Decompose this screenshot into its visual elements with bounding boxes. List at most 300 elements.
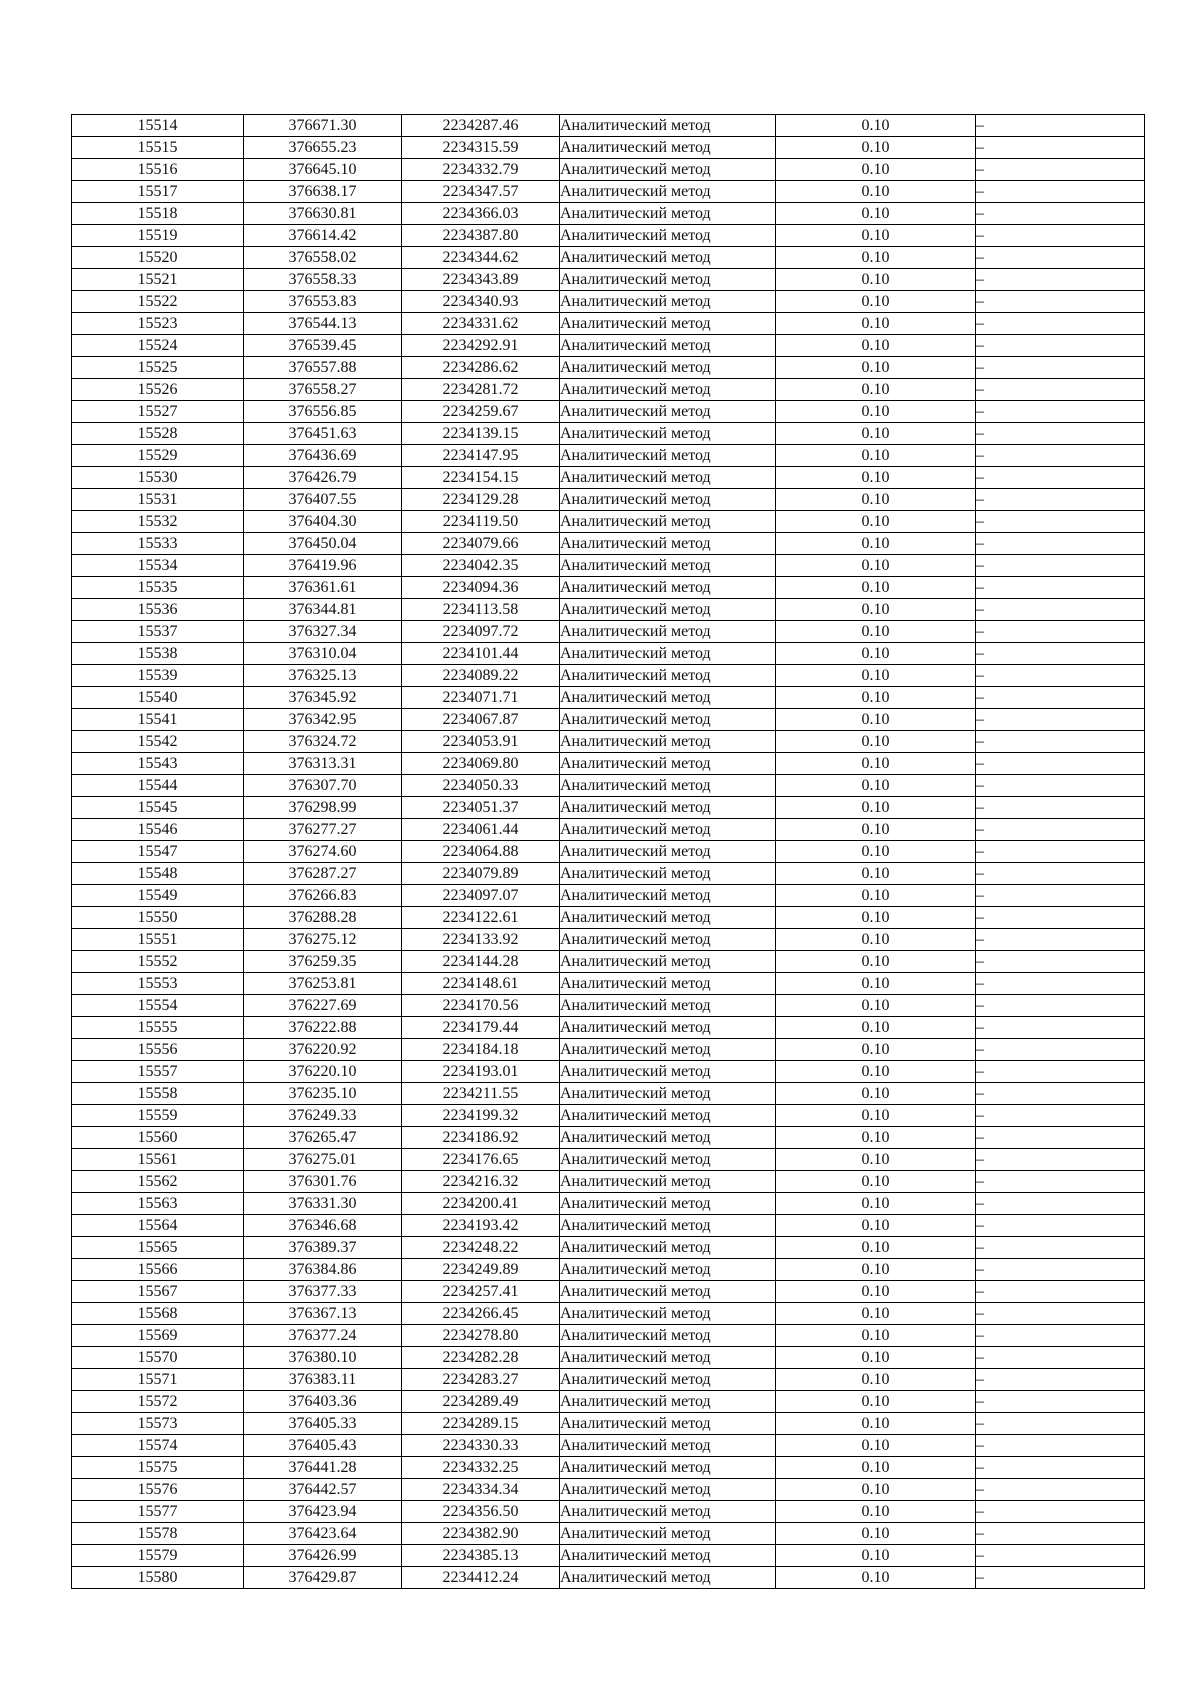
method-cell: Аналитический метод xyxy=(560,357,776,379)
y-coordinate-cell: 2234330.33 xyxy=(402,1435,560,1457)
y-coordinate-cell: 2234053.91 xyxy=(402,731,560,753)
table-row xyxy=(72,181,1145,203)
accuracy-cell: 0.10 xyxy=(776,401,976,423)
point-number-cell: 15556 xyxy=(72,1039,244,1061)
x-coordinate-cell: 376405.33 xyxy=(244,1413,402,1435)
method-cell: Аналитический метод xyxy=(560,1171,776,1193)
table-row xyxy=(72,951,1145,973)
accuracy-cell: 0.10 xyxy=(776,753,976,775)
accuracy-cell: 0.10 xyxy=(776,995,976,1017)
point-number-cell: 15536 xyxy=(72,599,244,621)
accuracy-cell: 0.10 xyxy=(776,665,976,687)
x-coordinate-cell: 376645.10 xyxy=(244,159,402,181)
point-number-cell: 15553 xyxy=(72,973,244,995)
method-cell: Аналитический метод xyxy=(560,1215,776,1237)
x-coordinate-cell: 376313.31 xyxy=(244,753,402,775)
x-coordinate-cell: 376405.43 xyxy=(244,1435,402,1457)
x-coordinate-cell: 376324.72 xyxy=(244,731,402,753)
method-cell: Аналитический метод xyxy=(560,1193,776,1215)
y-coordinate-cell: 2234113.58 xyxy=(402,599,560,621)
y-coordinate-cell: 2234266.45 xyxy=(402,1303,560,1325)
point-number-cell: 15561 xyxy=(72,1149,244,1171)
note-cell: – xyxy=(976,709,1145,731)
note-cell: – xyxy=(976,225,1145,247)
y-coordinate-cell: 2234042.35 xyxy=(402,555,560,577)
x-coordinate-cell: 376441.28 xyxy=(244,1457,402,1479)
y-coordinate-cell: 2234412.24 xyxy=(402,1567,560,1589)
method-cell: Аналитический метод xyxy=(560,115,776,137)
method-cell: Аналитический метод xyxy=(560,533,776,555)
y-coordinate-cell: 2234200.41 xyxy=(402,1193,560,1215)
note-cell: – xyxy=(976,1149,1145,1171)
note-cell: – xyxy=(976,1259,1145,1281)
point-number-cell: 15564 xyxy=(72,1215,244,1237)
x-coordinate-cell: 376451.63 xyxy=(244,423,402,445)
note-cell: – xyxy=(976,1039,1145,1061)
table-row xyxy=(72,445,1145,467)
accuracy-cell: 0.10 xyxy=(776,423,976,445)
note-cell: – xyxy=(976,1479,1145,1501)
x-coordinate-cell: 376558.02 xyxy=(244,247,402,269)
note-cell: – xyxy=(976,1545,1145,1567)
x-coordinate-cell: 376423.94 xyxy=(244,1501,402,1523)
table-row xyxy=(72,335,1145,357)
method-cell: Аналитический метод xyxy=(560,291,776,313)
method-cell: Аналитический метод xyxy=(560,621,776,643)
accuracy-cell: 0.10 xyxy=(776,907,976,929)
method-cell: Аналитический метод xyxy=(560,1061,776,1083)
table-row xyxy=(72,841,1145,863)
method-cell: Аналитический метод xyxy=(560,995,776,1017)
point-number-cell: 15528 xyxy=(72,423,244,445)
point-number-cell: 15517 xyxy=(72,181,244,203)
table-row xyxy=(72,687,1145,709)
y-coordinate-cell: 2234211.55 xyxy=(402,1083,560,1105)
x-coordinate-cell: 376298.99 xyxy=(244,797,402,819)
note-cell: – xyxy=(976,291,1145,313)
y-coordinate-cell: 2234061.44 xyxy=(402,819,560,841)
x-coordinate-cell: 376429.87 xyxy=(244,1567,402,1589)
note-cell: – xyxy=(976,951,1145,973)
x-coordinate-cell: 376331.30 xyxy=(244,1193,402,1215)
x-coordinate-cell: 376274.60 xyxy=(244,841,402,863)
y-coordinate-cell: 2234286.62 xyxy=(402,357,560,379)
point-number-cell: 15558 xyxy=(72,1083,244,1105)
accuracy-cell: 0.10 xyxy=(776,511,976,533)
x-coordinate-cell: 376403.36 xyxy=(244,1391,402,1413)
note-cell: – xyxy=(976,115,1145,137)
method-cell: Аналитический метод xyxy=(560,775,776,797)
method-cell: Аналитический метод xyxy=(560,489,776,511)
method-cell: Аналитический метод xyxy=(560,863,776,885)
x-coordinate-cell: 376249.33 xyxy=(244,1105,402,1127)
accuracy-cell: 0.10 xyxy=(776,885,976,907)
y-coordinate-cell: 2234356.50 xyxy=(402,1501,560,1523)
point-number-cell: 15545 xyxy=(72,797,244,819)
point-number-cell: 15560 xyxy=(72,1127,244,1149)
y-coordinate-cell: 2234144.28 xyxy=(402,951,560,973)
table-row xyxy=(72,225,1145,247)
y-coordinate-cell: 2234067.87 xyxy=(402,709,560,731)
method-cell: Аналитический метод xyxy=(560,1149,776,1171)
method-cell: Аналитический метод xyxy=(560,203,776,225)
note-cell: – xyxy=(976,1369,1145,1391)
x-coordinate-cell: 376265.47 xyxy=(244,1127,402,1149)
x-coordinate-cell: 376671.30 xyxy=(244,115,402,137)
x-coordinate-cell: 376384.86 xyxy=(244,1259,402,1281)
x-coordinate-cell: 376539.45 xyxy=(244,335,402,357)
table-row xyxy=(72,511,1145,533)
accuracy-cell: 0.10 xyxy=(776,1039,976,1061)
y-coordinate-cell: 2234079.66 xyxy=(402,533,560,555)
x-coordinate-cell: 376346.68 xyxy=(244,1215,402,1237)
x-coordinate-cell: 376407.55 xyxy=(244,489,402,511)
method-cell: Аналитический метод xyxy=(560,1237,776,1259)
point-number-cell: 15571 xyxy=(72,1369,244,1391)
point-number-cell: 15520 xyxy=(72,247,244,269)
accuracy-cell: 0.10 xyxy=(776,1171,976,1193)
y-coordinate-cell: 2234170.56 xyxy=(402,995,560,1017)
method-cell: Аналитический метод xyxy=(560,841,776,863)
table-row xyxy=(72,1545,1145,1567)
note-cell: – xyxy=(976,599,1145,621)
accuracy-cell: 0.10 xyxy=(776,1369,976,1391)
accuracy-cell: 0.10 xyxy=(776,1105,976,1127)
accuracy-cell: 0.10 xyxy=(776,291,976,313)
method-cell: Аналитический метод xyxy=(560,819,776,841)
accuracy-cell: 0.10 xyxy=(776,159,976,181)
x-coordinate-cell: 376556.85 xyxy=(244,401,402,423)
point-number-cell: 15530 xyxy=(72,467,244,489)
y-coordinate-cell: 2234283.27 xyxy=(402,1369,560,1391)
y-coordinate-cell: 2234340.93 xyxy=(402,291,560,313)
note-cell: – xyxy=(976,1105,1145,1127)
accuracy-cell: 0.10 xyxy=(776,1567,976,1589)
note-cell: – xyxy=(976,621,1145,643)
note-cell: – xyxy=(976,1413,1145,1435)
note-cell: – xyxy=(976,445,1145,467)
y-coordinate-cell: 2234154.15 xyxy=(402,467,560,489)
y-coordinate-cell: 2234278.80 xyxy=(402,1325,560,1347)
accuracy-cell: 0.10 xyxy=(776,841,976,863)
table-row xyxy=(72,1061,1145,1083)
y-coordinate-cell: 2234071.71 xyxy=(402,687,560,709)
y-coordinate-cell: 2234385.13 xyxy=(402,1545,560,1567)
x-coordinate-cell: 376220.92 xyxy=(244,1039,402,1061)
point-number-cell: 15552 xyxy=(72,951,244,973)
x-coordinate-cell: 376361.61 xyxy=(244,577,402,599)
y-coordinate-cell: 2234193.01 xyxy=(402,1061,560,1083)
y-coordinate-cell: 2234186.92 xyxy=(402,1127,560,1149)
point-number-cell: 15542 xyxy=(72,731,244,753)
method-cell: Аналитический метод xyxy=(560,181,776,203)
x-coordinate-cell: 376307.70 xyxy=(244,775,402,797)
y-coordinate-cell: 2234382.90 xyxy=(402,1523,560,1545)
x-coordinate-cell: 376344.81 xyxy=(244,599,402,621)
accuracy-cell: 0.10 xyxy=(776,247,976,269)
accuracy-cell: 0.10 xyxy=(776,1237,976,1259)
method-cell: Аналитический метод xyxy=(560,1457,776,1479)
accuracy-cell: 0.10 xyxy=(776,225,976,247)
point-number-cell: 15565 xyxy=(72,1237,244,1259)
point-number-cell: 15559 xyxy=(72,1105,244,1127)
x-coordinate-cell: 376638.17 xyxy=(244,181,402,203)
y-coordinate-cell: 2234193.42 xyxy=(402,1215,560,1237)
y-coordinate-cell: 2234347.57 xyxy=(402,181,560,203)
accuracy-cell: 0.10 xyxy=(776,863,976,885)
table-row xyxy=(72,819,1145,841)
x-coordinate-cell: 376389.37 xyxy=(244,1237,402,1259)
accuracy-cell: 0.10 xyxy=(776,1325,976,1347)
accuracy-cell: 0.10 xyxy=(776,1479,976,1501)
y-coordinate-cell: 2234248.22 xyxy=(402,1237,560,1259)
x-coordinate-cell: 376222.88 xyxy=(244,1017,402,1039)
point-number-cell: 15568 xyxy=(72,1303,244,1325)
x-coordinate-cell: 376558.33 xyxy=(244,269,402,291)
x-coordinate-cell: 376655.23 xyxy=(244,137,402,159)
table-row xyxy=(72,1435,1145,1457)
y-coordinate-cell: 2234387.80 xyxy=(402,225,560,247)
note-cell: – xyxy=(976,379,1145,401)
x-coordinate-cell: 376377.33 xyxy=(244,1281,402,1303)
y-coordinate-cell: 2234097.07 xyxy=(402,885,560,907)
method-cell: Аналитический метод xyxy=(560,1127,776,1149)
table-row xyxy=(72,1127,1145,1149)
accuracy-cell: 0.10 xyxy=(776,467,976,489)
note-cell: – xyxy=(976,489,1145,511)
point-number-cell: 15521 xyxy=(72,269,244,291)
table-row xyxy=(72,1105,1145,1127)
accuracy-cell: 0.10 xyxy=(776,379,976,401)
point-number-cell: 15566 xyxy=(72,1259,244,1281)
method-cell: Аналитический метод xyxy=(560,1413,776,1435)
note-cell: – xyxy=(976,159,1145,181)
y-coordinate-cell: 2234332.79 xyxy=(402,159,560,181)
accuracy-cell: 0.10 xyxy=(776,1457,976,1479)
method-cell: Аналитический метод xyxy=(560,1303,776,1325)
y-coordinate-cell: 2234089.22 xyxy=(402,665,560,687)
x-coordinate-cell: 376450.04 xyxy=(244,533,402,555)
note-cell: – xyxy=(976,1193,1145,1215)
table-row xyxy=(72,1281,1145,1303)
point-number-cell: 15574 xyxy=(72,1435,244,1457)
accuracy-cell: 0.10 xyxy=(776,1523,976,1545)
y-coordinate-cell: 2234101.44 xyxy=(402,643,560,665)
point-number-cell: 15576 xyxy=(72,1479,244,1501)
accuracy-cell: 0.10 xyxy=(776,1215,976,1237)
y-coordinate-cell: 2234176.65 xyxy=(402,1149,560,1171)
note-cell: – xyxy=(976,995,1145,1017)
note-cell: – xyxy=(976,819,1145,841)
table-row xyxy=(72,1215,1145,1237)
x-coordinate-cell: 376275.01 xyxy=(244,1149,402,1171)
y-coordinate-cell: 2234259.67 xyxy=(402,401,560,423)
note-cell: – xyxy=(976,577,1145,599)
x-coordinate-cell: 376419.96 xyxy=(244,555,402,577)
point-number-cell: 15567 xyxy=(72,1281,244,1303)
x-coordinate-cell: 376342.95 xyxy=(244,709,402,731)
accuracy-cell: 0.10 xyxy=(776,1435,976,1457)
table-row xyxy=(72,709,1145,731)
table-row xyxy=(72,1149,1145,1171)
table-row xyxy=(72,115,1145,137)
note-cell: – xyxy=(976,1325,1145,1347)
method-cell: Аналитический метод xyxy=(560,1435,776,1457)
table-row xyxy=(72,797,1145,819)
point-number-cell: 15529 xyxy=(72,445,244,467)
note-cell: – xyxy=(976,1347,1145,1369)
method-cell: Аналитический метод xyxy=(560,1369,776,1391)
table-row xyxy=(72,665,1145,687)
x-coordinate-cell: 376253.81 xyxy=(244,973,402,995)
accuracy-cell: 0.10 xyxy=(776,269,976,291)
accuracy-cell: 0.10 xyxy=(776,1127,976,1149)
y-coordinate-cell: 2234334.34 xyxy=(402,1479,560,1501)
x-coordinate-cell: 376544.13 xyxy=(244,313,402,335)
method-cell: Аналитический метод xyxy=(560,731,776,753)
point-number-cell: 15541 xyxy=(72,709,244,731)
y-coordinate-cell: 2234139.15 xyxy=(402,423,560,445)
table-row xyxy=(72,1039,1145,1061)
table-row xyxy=(72,137,1145,159)
x-coordinate-cell: 376383.11 xyxy=(244,1369,402,1391)
point-number-cell: 15539 xyxy=(72,665,244,687)
method-cell: Аналитический метод xyxy=(560,335,776,357)
accuracy-cell: 0.10 xyxy=(776,115,976,137)
y-coordinate-cell: 2234122.61 xyxy=(402,907,560,929)
y-coordinate-cell: 2234199.32 xyxy=(402,1105,560,1127)
method-cell: Аналитический метод xyxy=(560,137,776,159)
method-cell: Аналитический метод xyxy=(560,1347,776,1369)
method-cell: Аналитический метод xyxy=(560,247,776,269)
table-row xyxy=(72,577,1145,599)
method-cell: Аналитический метод xyxy=(560,313,776,335)
accuracy-cell: 0.10 xyxy=(776,1061,976,1083)
table-row xyxy=(72,1391,1145,1413)
note-cell: – xyxy=(976,1017,1145,1039)
x-coordinate-cell: 376442.57 xyxy=(244,1479,402,1501)
y-coordinate-cell: 2234147.95 xyxy=(402,445,560,467)
x-coordinate-cell: 376266.83 xyxy=(244,885,402,907)
note-cell: – xyxy=(976,907,1145,929)
point-number-cell: 15575 xyxy=(72,1457,244,1479)
accuracy-cell: 0.10 xyxy=(776,555,976,577)
accuracy-cell: 0.10 xyxy=(776,357,976,379)
note-cell: – xyxy=(976,467,1145,489)
method-cell: Аналитический метод xyxy=(560,577,776,599)
point-number-cell: 15527 xyxy=(72,401,244,423)
table-row xyxy=(72,929,1145,951)
table-row xyxy=(72,621,1145,643)
point-number-cell: 15547 xyxy=(72,841,244,863)
point-number-cell: 15569 xyxy=(72,1325,244,1347)
method-cell: Аналитический метод xyxy=(560,1325,776,1347)
x-coordinate-cell: 376220.10 xyxy=(244,1061,402,1083)
y-coordinate-cell: 2234119.50 xyxy=(402,511,560,533)
method-cell: Аналитический метод xyxy=(560,907,776,929)
accuracy-cell: 0.10 xyxy=(776,731,976,753)
accuracy-cell: 0.10 xyxy=(776,313,976,335)
y-coordinate-cell: 2234064.88 xyxy=(402,841,560,863)
point-number-cell: 15525 xyxy=(72,357,244,379)
point-number-cell: 15526 xyxy=(72,379,244,401)
note-cell: – xyxy=(976,1171,1145,1193)
x-coordinate-cell: 376553.83 xyxy=(244,291,402,313)
note-cell: – xyxy=(976,687,1145,709)
x-coordinate-cell: 376404.30 xyxy=(244,511,402,533)
note-cell: – xyxy=(976,1391,1145,1413)
method-cell: Аналитический метод xyxy=(560,1523,776,1545)
point-number-cell: 15522 xyxy=(72,291,244,313)
point-number-cell: 15557 xyxy=(72,1061,244,1083)
method-cell: Аналитический метод xyxy=(560,159,776,181)
accuracy-cell: 0.10 xyxy=(776,1347,976,1369)
note-cell: – xyxy=(976,423,1145,445)
point-number-cell: 15533 xyxy=(72,533,244,555)
x-coordinate-cell: 376327.34 xyxy=(244,621,402,643)
y-coordinate-cell: 2234332.25 xyxy=(402,1457,560,1479)
note-cell: – xyxy=(976,775,1145,797)
x-coordinate-cell: 376277.27 xyxy=(244,819,402,841)
accuracy-cell: 0.10 xyxy=(776,599,976,621)
method-cell: Аналитический метод xyxy=(560,951,776,973)
point-number-cell: 15540 xyxy=(72,687,244,709)
accuracy-cell: 0.10 xyxy=(776,203,976,225)
table-row xyxy=(72,1259,1145,1281)
method-cell: Аналитический метод xyxy=(560,797,776,819)
point-number-cell: 15543 xyxy=(72,753,244,775)
y-coordinate-cell: 2234289.49 xyxy=(402,1391,560,1413)
note-cell: – xyxy=(976,973,1145,995)
method-cell: Аналитический метод xyxy=(560,467,776,489)
accuracy-cell: 0.10 xyxy=(776,1017,976,1039)
table-row xyxy=(72,423,1145,445)
method-cell: Аналитический метод xyxy=(560,1479,776,1501)
y-coordinate-cell: 2234129.28 xyxy=(402,489,560,511)
point-number-cell: 15523 xyxy=(72,313,244,335)
method-cell: Аналитический метод xyxy=(560,1567,776,1589)
accuracy-cell: 0.10 xyxy=(776,643,976,665)
method-cell: Аналитический метод xyxy=(560,687,776,709)
note-cell: – xyxy=(976,1435,1145,1457)
table-row xyxy=(72,907,1145,929)
x-coordinate-cell: 376426.79 xyxy=(244,467,402,489)
note-cell: – xyxy=(976,1215,1145,1237)
point-number-cell: 15538 xyxy=(72,643,244,665)
accuracy-cell: 0.10 xyxy=(776,1281,976,1303)
accuracy-cell: 0.10 xyxy=(776,687,976,709)
table-row xyxy=(72,731,1145,753)
x-coordinate-cell: 376558.27 xyxy=(244,379,402,401)
method-cell: Аналитический метод xyxy=(560,1083,776,1105)
y-coordinate-cell: 2234331.62 xyxy=(402,313,560,335)
x-coordinate-cell: 376426.99 xyxy=(244,1545,402,1567)
note-cell: – xyxy=(976,1281,1145,1303)
accuracy-cell: 0.10 xyxy=(776,973,976,995)
note-cell: – xyxy=(976,731,1145,753)
y-coordinate-cell: 2234094.36 xyxy=(402,577,560,599)
y-coordinate-cell: 2234249.89 xyxy=(402,1259,560,1281)
table-row xyxy=(72,533,1145,555)
note-cell: – xyxy=(976,643,1145,665)
table-row xyxy=(72,1083,1145,1105)
method-cell: Аналитический метод xyxy=(560,753,776,775)
point-number-cell: 15573 xyxy=(72,1413,244,1435)
x-coordinate-cell: 376227.69 xyxy=(244,995,402,1017)
point-number-cell: 15550 xyxy=(72,907,244,929)
table-row xyxy=(72,1017,1145,1039)
accuracy-cell: 0.10 xyxy=(776,489,976,511)
